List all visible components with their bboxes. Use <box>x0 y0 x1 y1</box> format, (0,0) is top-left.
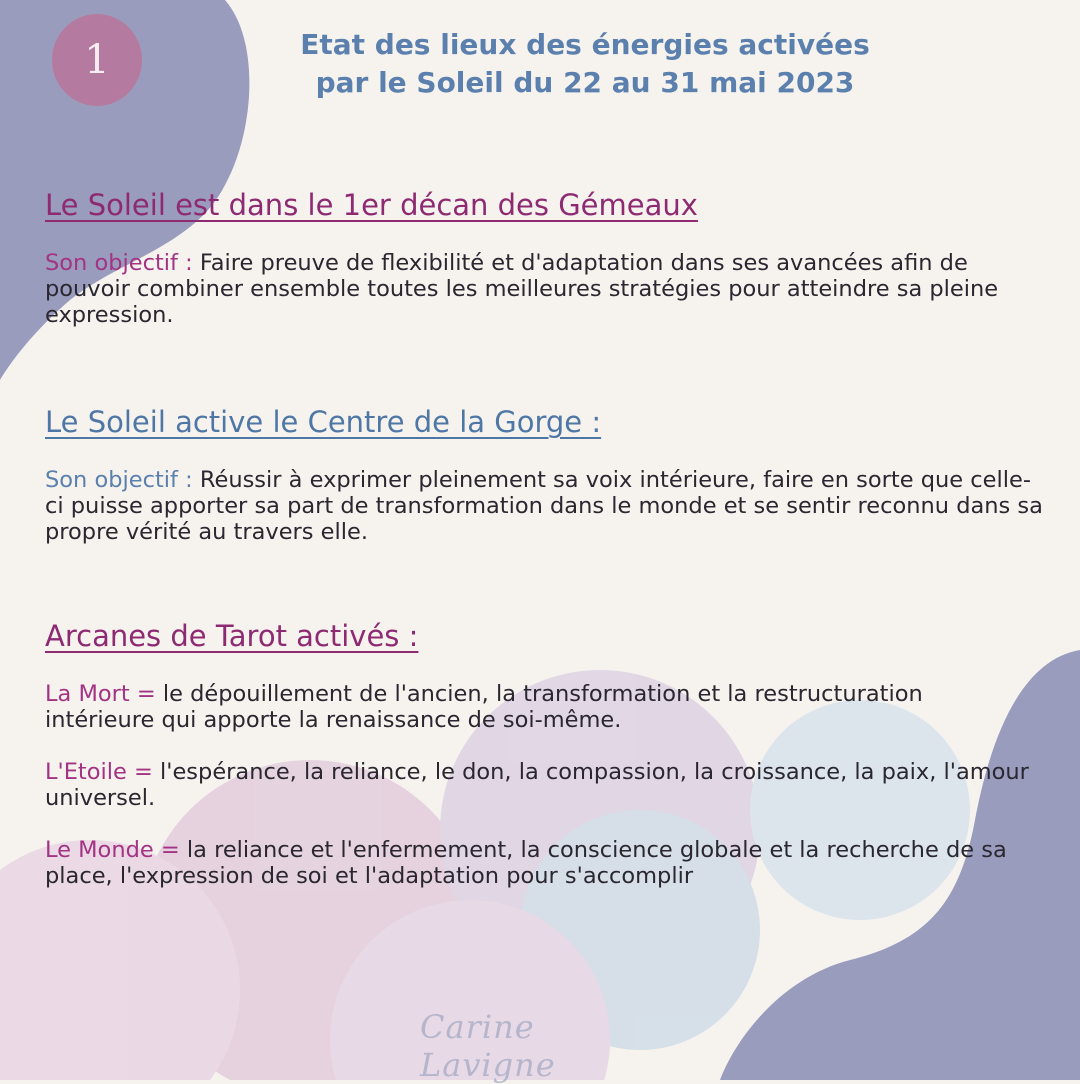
arcana-item-star <box>45 759 1035 811</box>
arcana-text: l'espérance, la reliance, le don, la compassion, la croissance, la paix, l'amour universel. <box>45 759 1029 811</box>
objective-paragraph-2 <box>45 467 1045 545</box>
section-tarot-arcana <box>45 619 1035 889</box>
arcana-item-death <box>45 681 1035 733</box>
objective-text: Faire preuve de flexibilité et d'adaptation dans ses avancées afin de pouvoir combiner ensemble toutes les meilleures stratégies pour atteindre sa pleine expression. <box>45 250 999 328</box>
page-number: 1 <box>84 37 110 83</box>
section-heading-sun-decan: Le Soleil est dans le 1er décan des Gémeaux <box>45 188 698 222</box>
title-line-2: par le Soleil du 22 au 31 mai 2023 <box>315 66 855 99</box>
objective-paragraph-1 <box>45 250 1045 328</box>
arcana-text: le dépouillement de l'ancien, la transformation et la restructuration intérieure qui apporte la renaissance de soi-même. <box>45 681 923 733</box>
author-signature: Carine Lavigne <box>420 1008 556 1084</box>
arcana-label: La Mort = <box>45 681 156 707</box>
arcana-label: L'Etoile = <box>45 759 153 785</box>
objective-label: Son objectif : <box>45 467 193 493</box>
section-heading-tarot: Arcanes de Tarot activés : <box>45 619 419 653</box>
arcana-label: Le Monde = <box>45 837 180 863</box>
objective-text: Réussir à exprimer pleinement sa voix intérieure, faire en sorte que celle-ci puisse apporter sa part de transformation dans le monde et se sentir reconnu dans sa propre vérité au travers elle. <box>45 467 1043 545</box>
arcana-item-world <box>45 837 1035 889</box>
section-heading-throat-center: Le Soleil active le Centre de la Gorge : <box>45 405 602 439</box>
arcana-text: la reliance et l'enfermement, la conscience globale et la recherche de sa place, l'expression de soi et l'adaptation pour s'accomplir <box>45 837 1007 889</box>
page-title <box>280 26 890 102</box>
section-sun-decan <box>45 188 1045 328</box>
section-throat-center <box>45 405 1045 545</box>
title-line-1: Etat des lieux des énergies activées <box>300 28 870 61</box>
objective-label: Son objectif : <box>45 250 193 276</box>
page-number-badge <box>52 14 142 106</box>
